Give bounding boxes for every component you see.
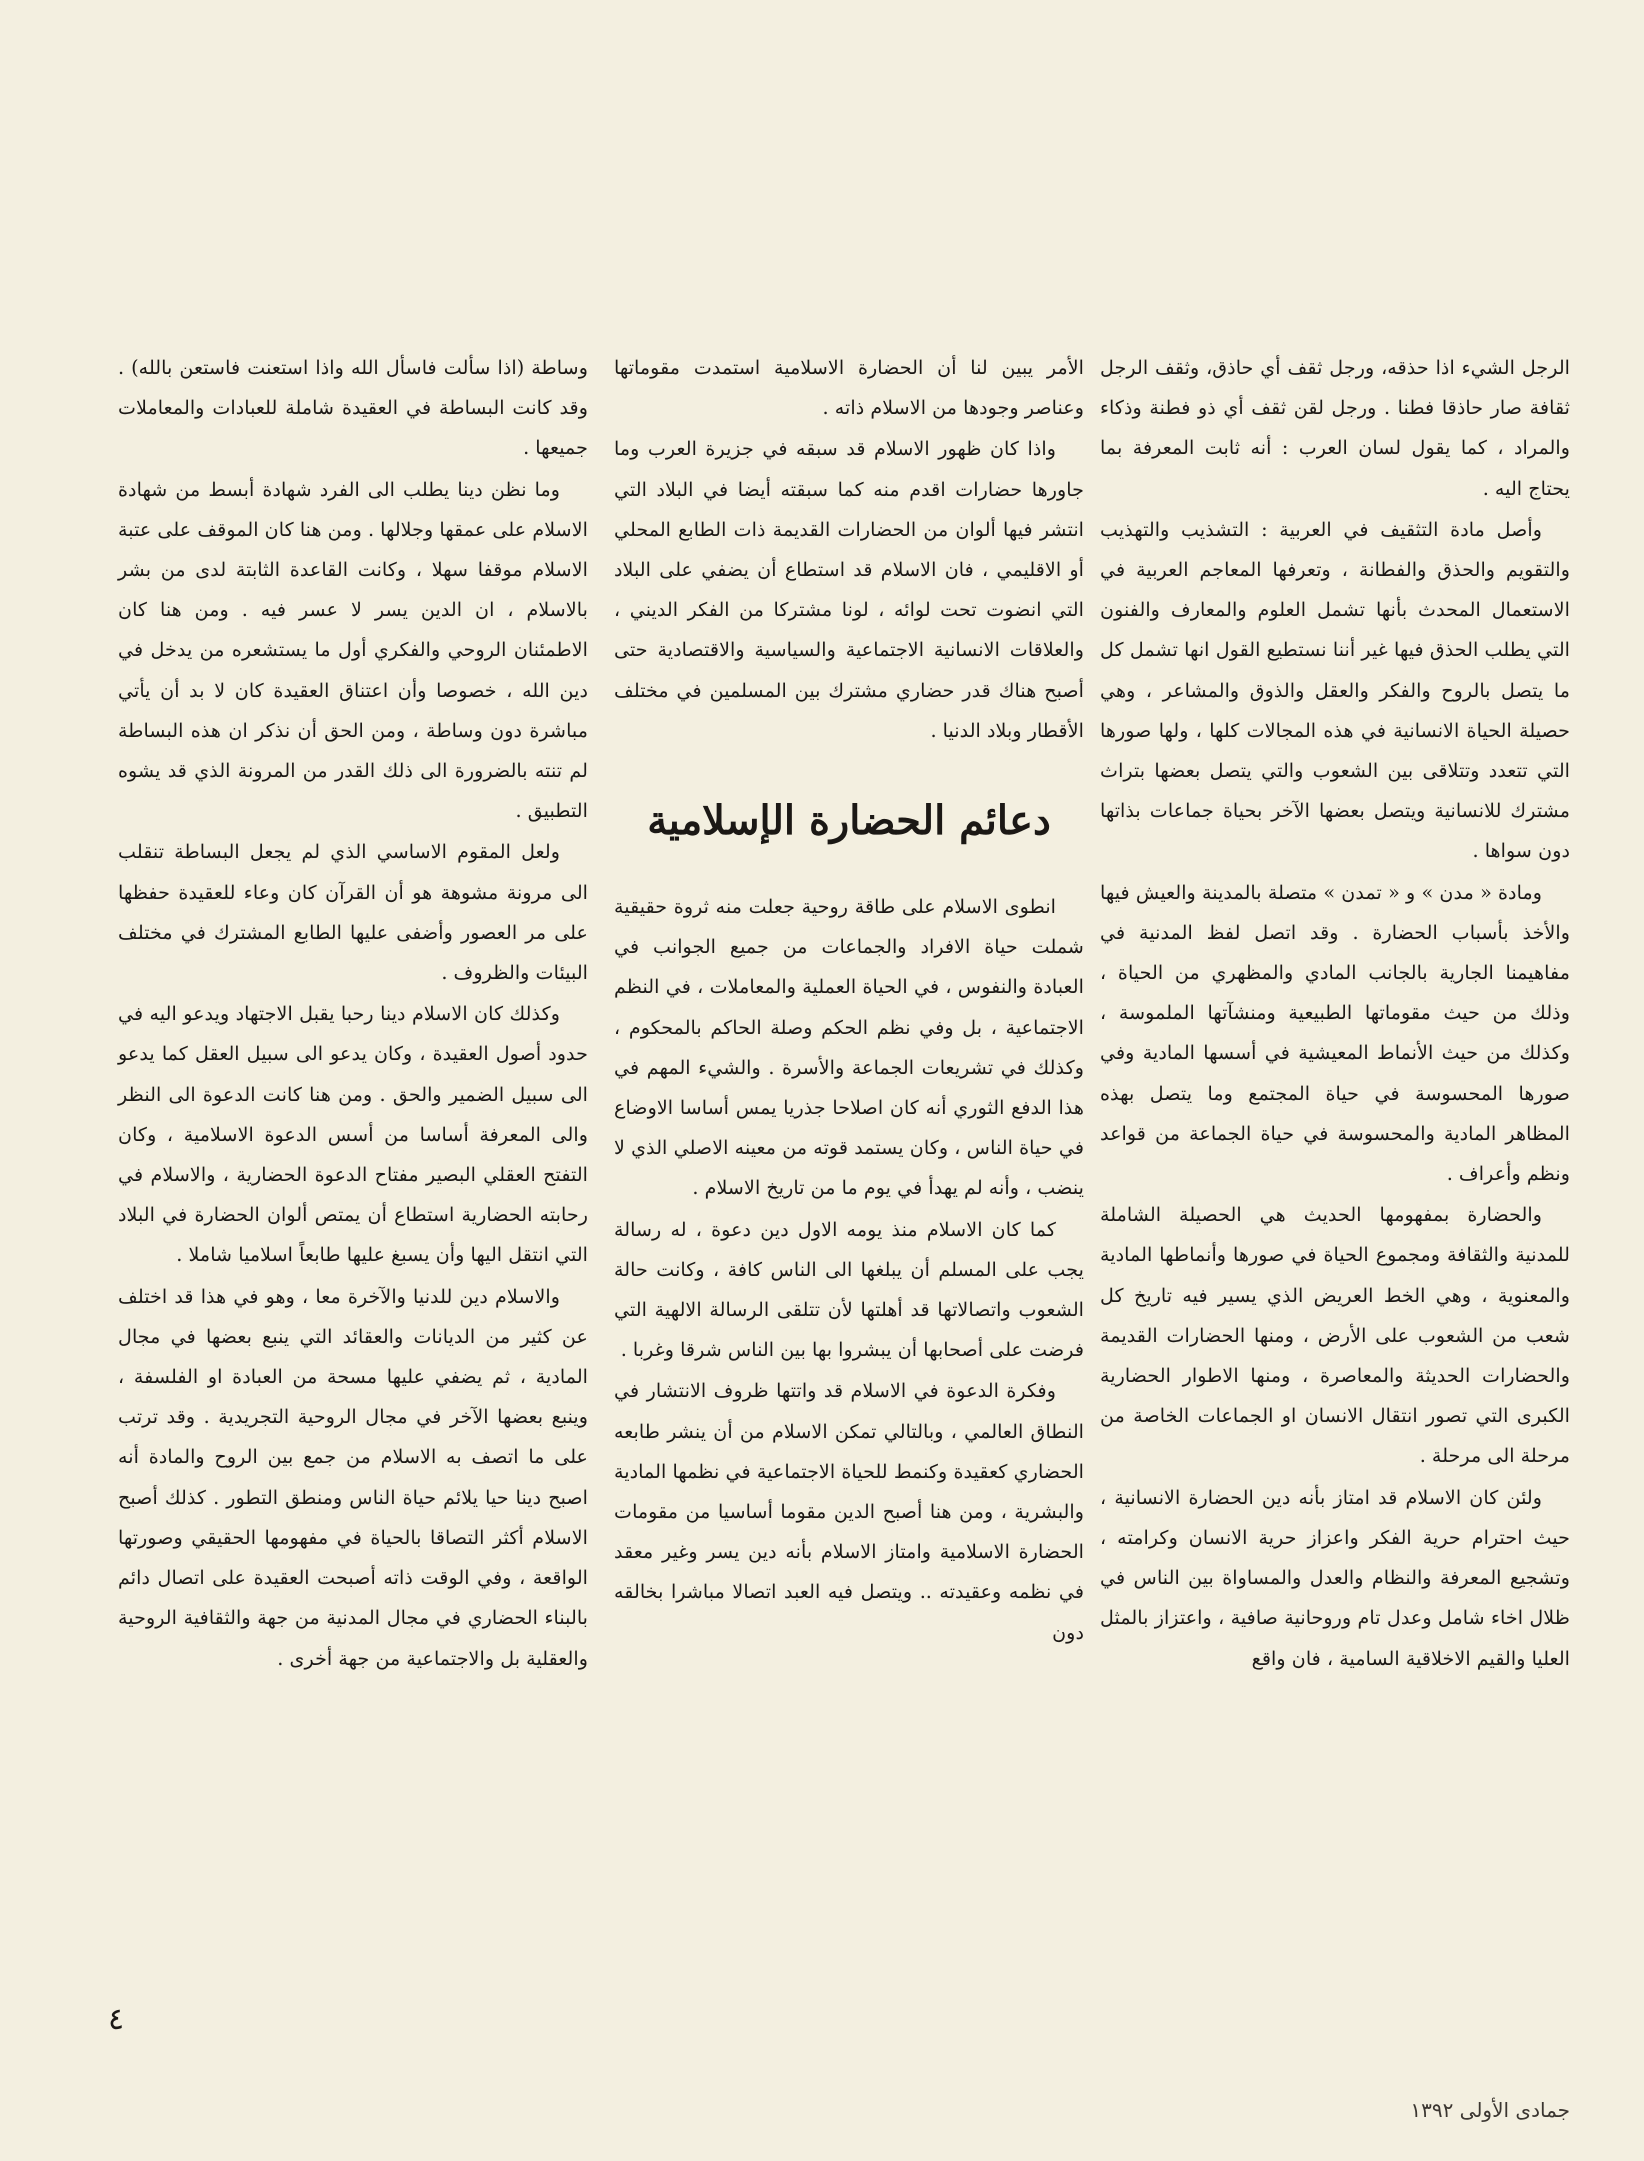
paragraph: انطوى الاسلام على طاقة روحية جعلت منه ثروة حقيقية شملت حياة الافراد والجماعات من جميع الجوانب في العبادة والنفوس ، في الحياة العملية والمعاملات ، في النظم الاجتماعية ، بل وفي نظم الحكم وصلة الحاكم بالمحكوم ، وكذلك في تشريعات الجماعة والأسرة . والشيء المهم في هذا الدفع الثوري أنه كان اصلاحا جذريا يمس أساسا الاوضاع في حياة الناس ، وكان يستمد قوته من معينه الاصلي الذي لا ينضب ، وأنه لم يهدأ في يوم ما من تاريخ الاسلام . <box>614 895 1084 1200</box>
footer-issue-date: جمادى الأولى ١٣٩٢ <box>1410 2098 1570 2122</box>
article-column-right <box>1100 348 1570 1679</box>
paragraph: ومادة « مدن » و « تمدن » متصلة بالمدينة والعيش فيها والأخذ بأسباب الحضارة . وقد اتصل لفظ المدنية في مفاهيمنا الجارية بالجانب المادي والمظهري من الحياة ، وذلك من حيث مقوماتها الطبيعية ومنشآتها الملموسة ، وكذلك من حيث الأنماط المعيشية في أسسها المادية وفي صورها المحسوسة في حياة المجتمع وما يتصل بهذه المظاهر المادية والمحسوسة في حياة الجماعة من قواعد ونظم وأعراف . <box>1100 880 1570 1186</box>
paragraph: واذا كان ظهور الاسلام قد سبقه في جزيرة العرب وما جاورها حضارات اقدم منه كما سبقته أيضا في البلاد التي انتشر فيها ألوان من الحضارات القديمة ذات الطابع المحلي أو الاقليمي ، فان الاسلام قد استطاع أن يضفي على البلاد التي انضوت تحت لوائه ، لونا مشتركا من الفكر الديني ، والعلاقات الانسانية الاجتماعية والسياسية والاقتصادية حتى أصبح هناك قدر حضاري مشترك بين المسلمين في مختلف الأقطار وبلاد الدنيا . <box>614 437 1084 742</box>
paragraph: وساطة (اذا سألت فاسأل الله واذا استعنت فاستعن بالله) . وقد كانت البساطة في العقيدة شاملة للعبادات والمعاملات جميعها . <box>118 356 588 460</box>
article-column-left <box>118 348 588 1679</box>
paragraph: الرجل الشيء اذا حذقه، ورجل ثقف أي حاذق، وثقف الرجل ثقافة صار حاذقا فطنا . ورجل لقن ثقف أي ذو فطنة وذكاء والمراد ، كما يقول لسان العرب : أنه ثابت المعرفة بما يحتاج اليه . <box>1100 356 1570 500</box>
paragraph: وكذلك كان الاسلام دينا رحبا يقبل الاجتهاد ويدعو اليه في حدود أصول العقيدة ، وكان يدعو الى سبيل العقل كما يدعو الى سبيل الضمير والحق . ومن هنا كانت الدعوة الى النظر والى المعرفة أساسا من أسس الدعوة الاسلامية ، وكان التفتح العقلي البصير مفتاح الدعوة الحضارية ، والاسلام في رحابته الحضارية استطاع أن يمتص ألوان الحضارة في البلاد التي انتقل اليها وأن يسبغ عليها طابعاً اسلاميا شاملا . <box>118 1002 588 1267</box>
paragraph: الأمر يبين لنا أن الحضارة الاسلامية استمدت مقوماتها وعناصر وجودها من الاسلام ذاته . <box>614 356 1084 420</box>
paragraph: وفكرة الدعوة في الاسلام قد واتتها ظروف الانتشار في النطاق العالمي ، وبالتالي تمكن الاسلام من أن ينشر طابعه الحضاري كعقيدة وكنمط للحياة الاجتماعية في نظمها المادية والبشرية ، ومن هنا أصبح الدين مقوما أساسيا من مقومات الحضارة الاسلامية وامتاز الاسلام بأنه دين يسر وغير معقد في نظمه وعقيدته .. ويتصل فيه العبد اتصالا مباشرا بخالقه دون <box>614 1379 1084 1644</box>
paragraph: وأصل مادة التثقيف في العربية : التشذيب والتهذيب والتقويم والحذق والفطانة ، وتعرفها المعاجم العربية في الاستعمال المحدث بأنها تشمل العلوم والمعارف والفنون التي يطلب الحذق فيها غير أننا نستطيع القول انها تشمل كل ما يتصل بالروح والفكر والعقل والذوق والمشاعر ، وهي حصيلة الحياة الانسانية في هذه المجالات كلها ، ولها صورها التي تتعدد وتتلاقى بين الشعوب والتي يتصل بعضها بتراث مشترك للانسانية ويتصل بعضها الآخر بحياة جماعات بذاتها دون سواها . <box>1100 517 1570 863</box>
paragraph: ولئن كان الاسلام قد امتاز بأنه دين الحضارة الانسانية ، حيث احترام حرية الفكر واعزاز حرية الانسان وكرامته ، وتشجيع المعرفة والنظام والعدل والمساواة بين الناس في ظلال اخاء شامل وعدل تام وروحانية صافية ، واعتزاز بالمثل العليا والقيم الاخلاقية السامية ، فان واقع <box>1100 1485 1570 1670</box>
article-column-middle <box>614 348 1084 1653</box>
paragraph: والحضارة بمفهومها الحديث هي الحصيلة الشاملة للمدنية والثقافة ومجموع الحياة في صورها وأنماطها المادية والمعنوية ، وهي الخط العريض الذي يسير فيه تاريخ كل شعب من الشعوب على الأرض ، ومنها الحضارات القديمة والحضارات الحديثة والمعاصرة ، ومنها الاطوار الحضارية الكبرى التي تصور انتقال الانسان او الجماعات الخاصة من مرحلة الى مرحلة . <box>1100 1203 1570 1468</box>
section-heading: دعائم الحضارة الإسلامية <box>647 797 1051 845</box>
paragraph: ولعل المقوم الاساسي الذي لم يجعل البساطة تنقلب الى مرونة مشوهة هو أن القرآن كان وعاء للعقيدة حفظها على مر العصور وأضفى عليها الطابع المشترك في مختلف البيئات والظروف . <box>118 840 588 985</box>
paragraph: وما نظن دينا يطلب الى الفرد شهادة أبسط من شهادة الاسلام على عمقها وجلالها . ومن هنا كان الموقف على عتبة الاسلام موقفا سهلا ، وكانت القاعدة الثابتة لدى من بشر بالاسلام ، ان الدين يسر لا عسر فيه . ومن هنا كان الاطمئنان الروحي والفكري أول ما يستشعره من يدخل في دين الله ، خصوصا وأن اعتناق العقيدة كان لا بد أن يأتي مباشرة دون وساطة ، ومن الحق أن نذكر ان هذه البساطة لم تنته بالضرورة الى ذلك القدر من المرونة الذي قد يشوه التطبيق . <box>118 477 588 823</box>
paragraph: والاسلام دين للدنيا والآخرة معا ، وهو في هذا قد اختلف عن كثير من الديانات والعقائد التي ينبع بعضها في مجال المادية ، ثم يضفي عليها مسحة من العبادة او الفلسفة ، وينبع بعضها الآخر في مجال الروحية التجريدية . وقد ترتب على ما اتصف به الاسلام من جمع بين الروح والمادة أنه اصبح دينا حيا يلائم حياة الناس ومنطق التطور . كذلك أصبح الاسلام أكثر التصاقا بالحياة في مفهومها الحقيقي وصورتها الواقعة ، وفي الوقت ذاته أصبحت العقيدة على اتصال دائم بالبناء الحضاري في مجال المدنية من جهة والثقافية الروحية والعقلية بل والاجتماعية من جهة أخرى . <box>118 1284 588 1670</box>
paragraph: كما كان الاسلام منذ يومه الاول دين دعوة ، له رسالة يجب على المسلم أن يبلغها الى الناس كافة ، وكانت حالة الشعوب واتصالاتها قد أهلتها لأن تتلقى الرسالة الالهية التي فرضت على أصحابها أن يبشروا بها بين الناس شرقا وغربا . <box>614 1217 1084 1362</box>
page-number: ٤ <box>108 2002 125 2037</box>
